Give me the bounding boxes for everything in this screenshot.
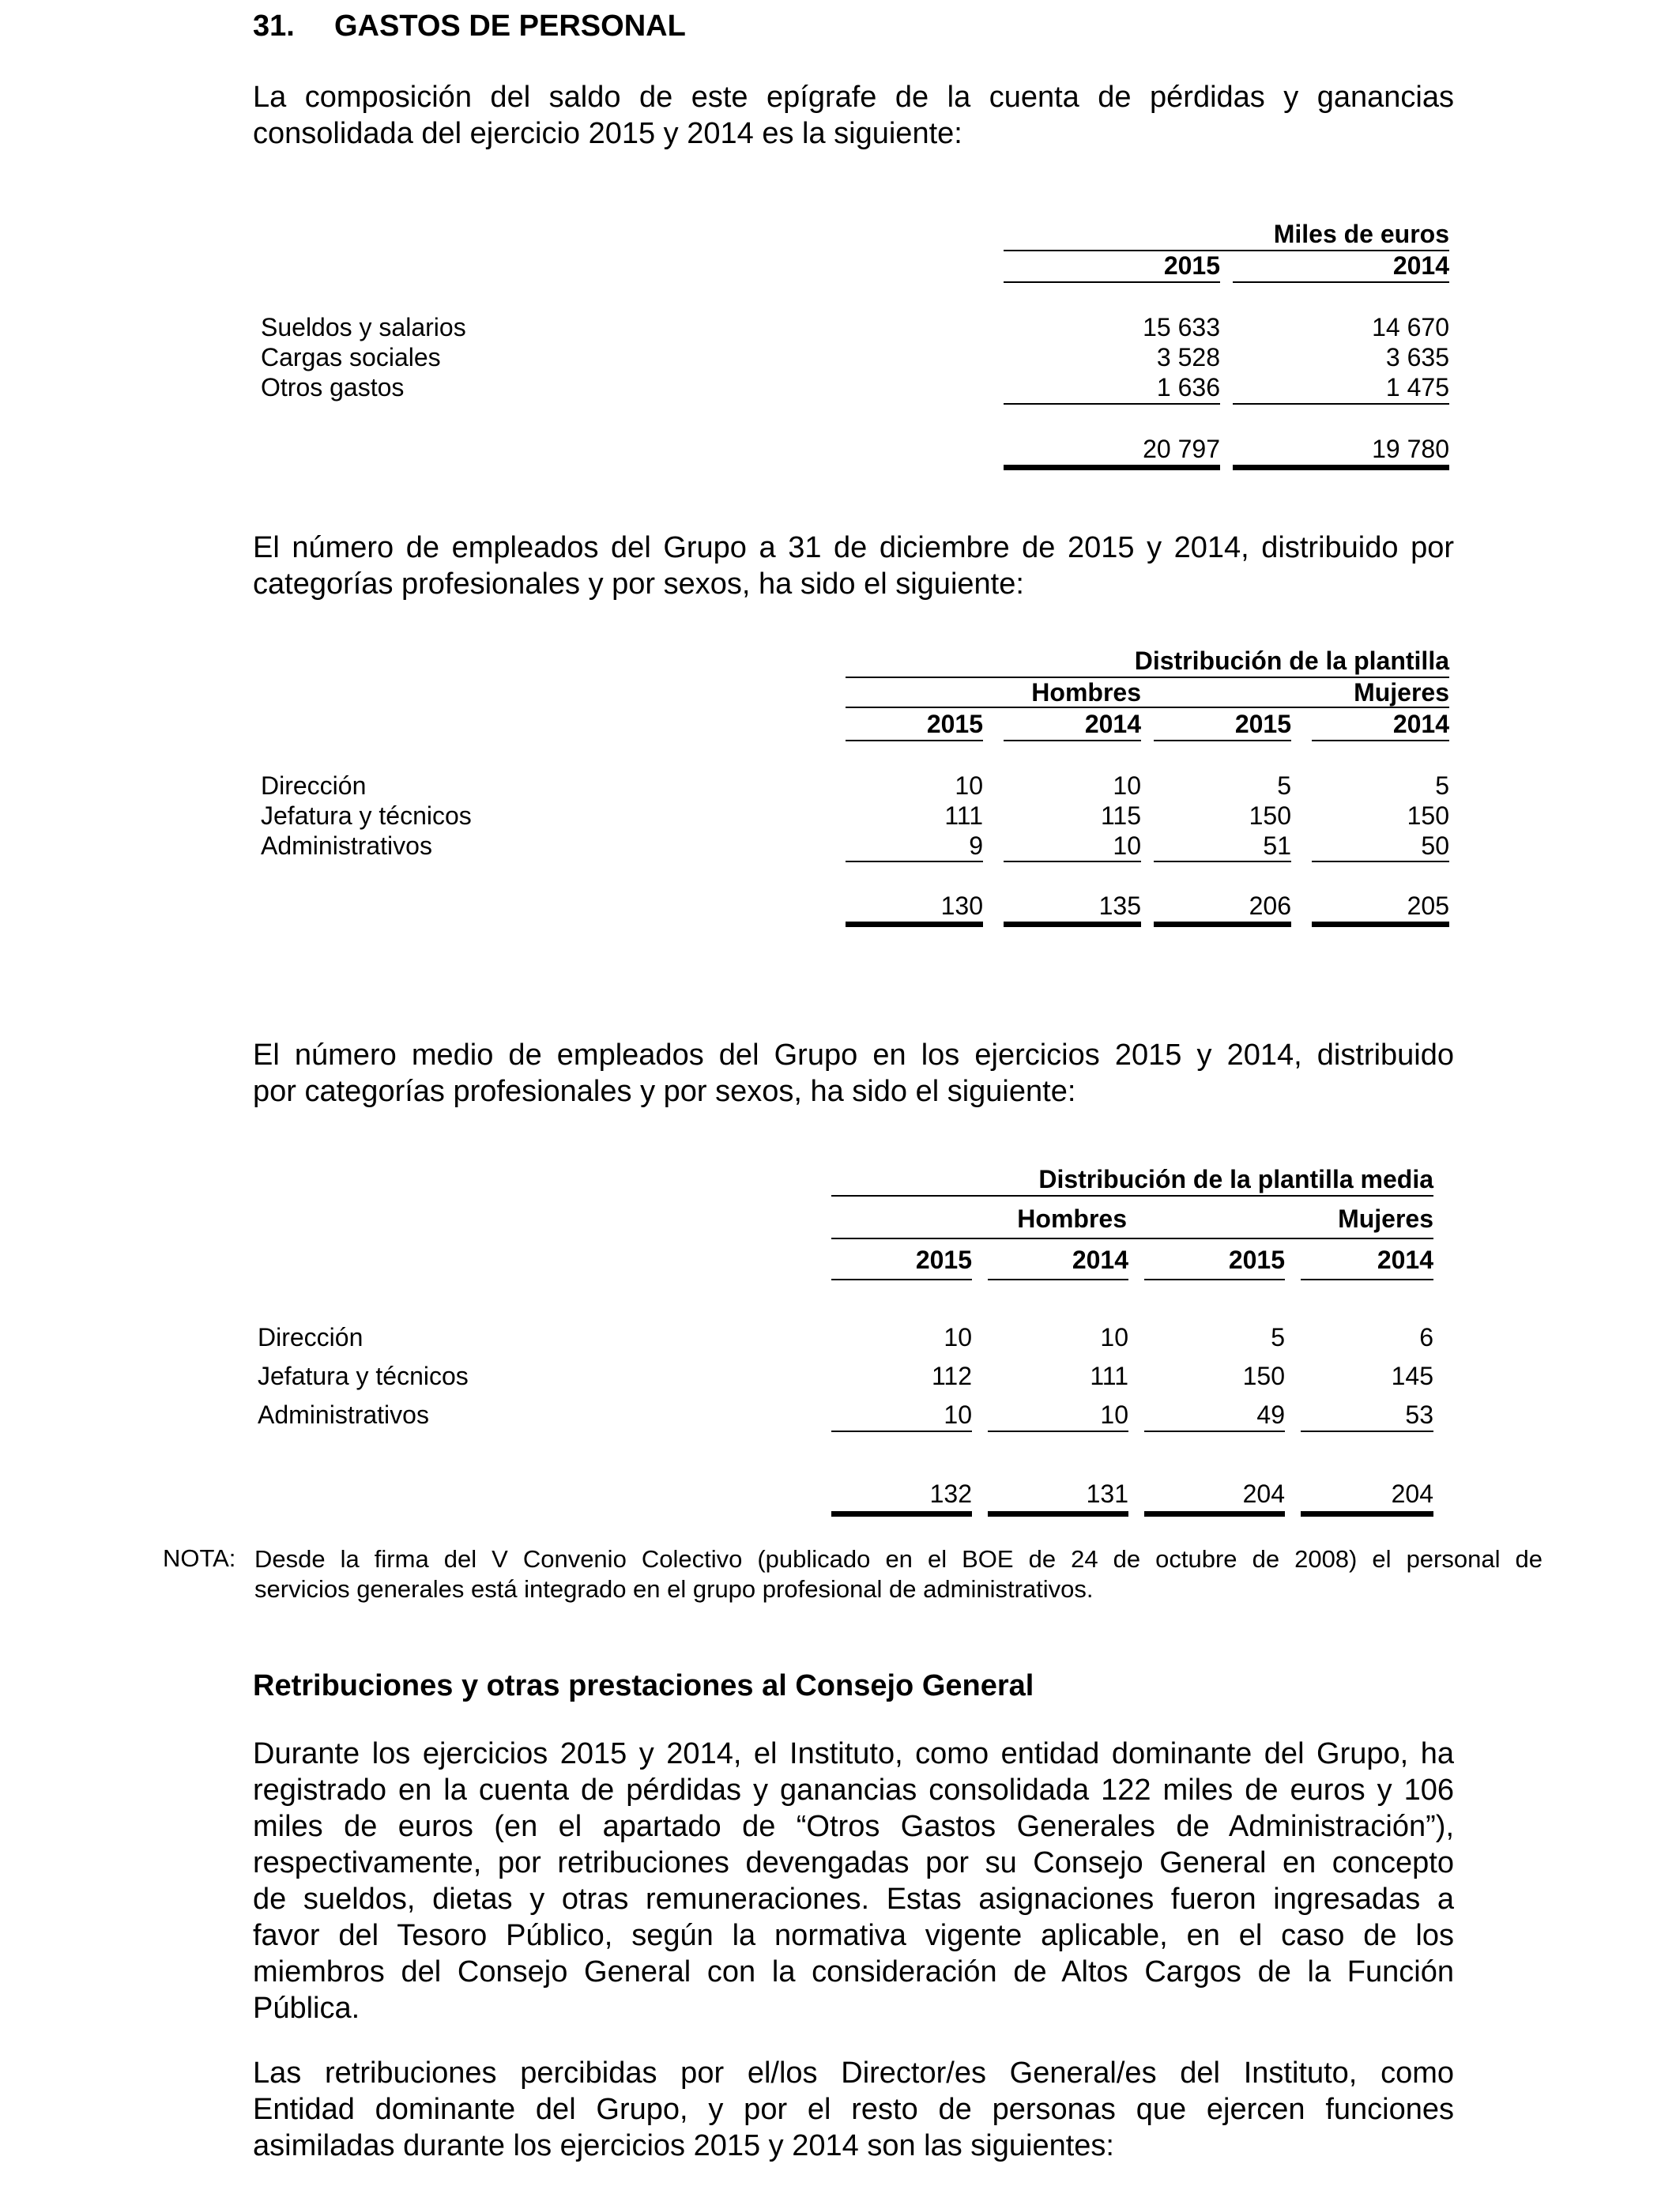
compensation-line: de sueldos, dietas y otras remuneraciones. Estas asignaciones fueron ingresadas a — [253, 1883, 1454, 1916]
table1-cell: 3 528 — [1156, 343, 1220, 371]
table2-cell: 150 — [1249, 801, 1291, 830]
table2-cell: 150 — [1407, 801, 1449, 830]
table3-subtotal-rule — [1301, 1431, 1433, 1432]
compensation-paragraph — [253, 1736, 1454, 2026]
table2-year-rule — [1154, 740, 1291, 741]
table3-header: Distribución de la plantilla media — [1038, 1165, 1433, 1193]
table2-total: 205 — [1407, 892, 1449, 920]
table2-total-rule — [1004, 922, 1141, 927]
director-compensation-paragraph — [253, 2055, 1454, 2164]
table2-year: 2014 — [1084, 710, 1141, 738]
table3-total-rule — [831, 1511, 972, 1517]
table2-total: 135 — [1098, 892, 1141, 920]
table2-subtotal-rule — [1312, 861, 1449, 862]
table3-row-label: Jefatura y técnicos — [258, 1362, 469, 1390]
table3-year: 2015 — [1228, 1246, 1285, 1274]
average-employees-paragraph — [253, 1037, 1454, 1110]
table2-year-rule — [846, 740, 983, 741]
table2-year: 2015 — [926, 710, 983, 738]
compensation-line: favor del Tesoro Público, según la normativa vigente aplicable, en el caso de los — [253, 1919, 1454, 1952]
table3-total-rule — [988, 1511, 1128, 1517]
table2-row-label: Dirección — [261, 771, 367, 800]
table3-header-rule — [831, 1195, 1433, 1197]
compensation-subheading: Retribuciones y otras prestaciones al Consejo General — [253, 1669, 1034, 1702]
note-label: NOTA: — [163, 1544, 236, 1572]
table3-cell: 53 — [1405, 1400, 1433, 1429]
table1-total-rule — [1004, 465, 1220, 470]
table2-cell: 10 — [1113, 771, 1141, 800]
table3-cell: 10 — [944, 1400, 972, 1429]
table2-cell: 50 — [1421, 831, 1449, 860]
table1-cell: 14 670 — [1372, 313, 1449, 341]
intro-line-1: La composición del saldo de este epígrafe de la cuenta de pérdidas y ganancias — [253, 81, 1454, 114]
table3-year: 2014 — [1072, 1246, 1128, 1274]
table3-total-rule — [1144, 1511, 1285, 1517]
intro-line-2: consolidada del ejercicio 2015 y 2014 es la siguiente: — [253, 117, 962, 150]
note-text — [254, 1544, 1543, 1604]
table3-total: 204 — [1391, 1480, 1433, 1508]
table2-subtotal-rule — [1004, 861, 1141, 862]
table2-header: Distribución de la plantilla — [1134, 647, 1449, 675]
table1-total: 20 797 — [1143, 435, 1220, 463]
table3-cell: 10 — [1100, 1400, 1128, 1429]
table3-year-rule — [1144, 1279, 1285, 1280]
table3-subtotal-rule — [831, 1431, 972, 1432]
table2-total: 206 — [1249, 892, 1291, 920]
employees-line-1: El número de empleados del Grupo a 31 de diciembre de 2015 y 2014, distribuido por — [253, 531, 1454, 564]
table1-total-rule — [1233, 465, 1449, 470]
table2-group-rule — [846, 707, 1449, 708]
table2-year-rule — [1004, 740, 1141, 741]
table3-subtotal-rule — [1144, 1431, 1285, 1432]
table2-cell: 111 — [944, 801, 983, 830]
table1-year-rule-2014 — [1233, 281, 1449, 283]
compensation-line: miles de euros (en el apartado de “Otros Gastos Generales de Administración”), — [253, 1810, 1454, 1843]
table3-cell: 145 — [1391, 1362, 1433, 1390]
table2-year-rule — [1312, 740, 1449, 741]
table2-group-hombres: Hombres — [1031, 678, 1141, 707]
table3-row-label: Administrativos — [258, 1400, 429, 1429]
table2-cell: 5 — [1435, 771, 1449, 800]
table2-row-label: Administrativos — [261, 831, 432, 860]
table2-subtotal-rule — [846, 861, 983, 862]
table3-cell: 150 — [1242, 1362, 1285, 1390]
intro-paragraph — [253, 79, 1454, 152]
table1-subtotal-rule — [1233, 403, 1449, 405]
table2-cell: 10 — [1113, 831, 1141, 860]
table3-year: 2015 — [915, 1246, 972, 1274]
table3-row-label: Dirección — [258, 1323, 363, 1351]
employees-line-2: categorías profesionales y por sexos, ha sido el siguiente: — [253, 567, 1024, 601]
note-line-2: servicios generales está integrado en el grupo profesional de administrativos. — [254, 1575, 1094, 1603]
average-line-2: por categorías profesionales y por sexos, ha sido el siguiente: — [253, 1075, 1076, 1108]
table3-total: 132 — [929, 1480, 972, 1508]
table2-row-label: Jefatura y técnicos — [261, 801, 472, 830]
table1-cell: 1 475 — [1385, 373, 1449, 401]
average-line-1: El número medio de empleados del Grupo en los ejercicios 2015 y 2014, distribuido — [253, 1039, 1454, 1072]
note-line-1: Desde la firma del V Convenio Colectivo (publicado en el BOE de 24 de octubre de 2008) el personal de — [254, 1545, 1543, 1573]
table2-cell: 9 — [969, 831, 983, 860]
table1-row-label: Cargas sociales — [261, 343, 441, 371]
table3-group-mujeres: Mujeres — [1338, 1204, 1433, 1233]
table3-cell: 5 — [1271, 1323, 1285, 1351]
table3-year: 2014 — [1377, 1246, 1433, 1274]
table1-row-label: Otros gastos — [261, 373, 405, 401]
table3-subtotal-rule — [988, 1431, 1128, 1432]
table3-year-rule — [831, 1279, 972, 1280]
table1-cell: 15 633 — [1143, 313, 1220, 341]
table3-cell: 112 — [931, 1362, 972, 1390]
table1-year-2014: 2014 — [1392, 251, 1449, 280]
table1-total: 19 780 — [1372, 435, 1449, 463]
table3-group-rule — [831, 1238, 1433, 1239]
table2-total-rule — [1312, 922, 1449, 927]
table3-year-rule — [988, 1279, 1128, 1280]
table2-total-rule — [1154, 922, 1291, 927]
table3-cell: 111 — [1090, 1362, 1128, 1390]
table2-cell: 5 — [1277, 771, 1291, 800]
table3-total: 131 — [1086, 1480, 1128, 1508]
employees-paragraph — [253, 530, 1454, 602]
table2-total: 130 — [940, 892, 983, 920]
compensation-line: registrado en la cuenta de pérdidas y ganancias consolidada 122 miles de euros y 106 — [253, 1774, 1454, 1807]
table3-cell: 6 — [1419, 1323, 1433, 1351]
table2-cell: 115 — [1100, 801, 1141, 830]
table1-unit-header: Miles de euros — [1273, 220, 1449, 248]
table2-cell: 51 — [1263, 831, 1291, 860]
table2-cell: 10 — [955, 771, 983, 800]
table3-total-rule — [1301, 1511, 1433, 1517]
table2-total-rule — [846, 922, 983, 927]
table2-subtotal-rule — [1154, 861, 1291, 862]
table3-cell: 10 — [1100, 1323, 1128, 1351]
table1-cell: 3 635 — [1385, 343, 1449, 371]
section-number: 31. — [253, 9, 295, 43]
table1-year-rule-2015 — [1004, 281, 1220, 283]
compensation-line: Durante los ejercicios 2015 y 2014, el Instituto, como entidad dominante del Grupo, ha — [253, 1737, 1454, 1770]
director-line: asimiladas durante los ejercicios 2015 y 2014 son las siguientes: — [253, 2129, 1114, 2162]
table2-year: 2014 — [1392, 710, 1449, 738]
section-title: GASTOS DE PERSONAL — [334, 9, 686, 43]
director-line: Entidad dominante del Grupo, y por el resto de personas que ejercen funciones — [253, 2093, 1454, 2126]
table1-year-2015: 2015 — [1163, 251, 1220, 280]
compensation-line: miembros del Consejo General con la consideración de Altos Cargos de la Función — [253, 1955, 1454, 1989]
table3-cell: 10 — [944, 1323, 972, 1351]
director-line: Las retribuciones percibidas por el/los Director/es General/es del Instituto, como — [253, 2056, 1454, 2090]
table3-year-rule — [1301, 1279, 1433, 1280]
table3-cell: 49 — [1256, 1400, 1285, 1429]
compensation-line: Pública. — [253, 1992, 360, 2025]
table2-year: 2015 — [1234, 710, 1291, 738]
table1-row-label: Sueldos y salarios — [261, 313, 466, 341]
table1-cell: 1 636 — [1156, 373, 1220, 401]
table3-group-hombres: Hombres — [1017, 1204, 1127, 1233]
compensation-line: respectivamente, por retribuciones devengadas por su Consejo General en concepto — [253, 1846, 1454, 1879]
table3-total: 204 — [1242, 1480, 1285, 1508]
table1-subtotal-rule — [1004, 403, 1220, 405]
table2-group-mujeres: Mujeres — [1354, 678, 1449, 707]
